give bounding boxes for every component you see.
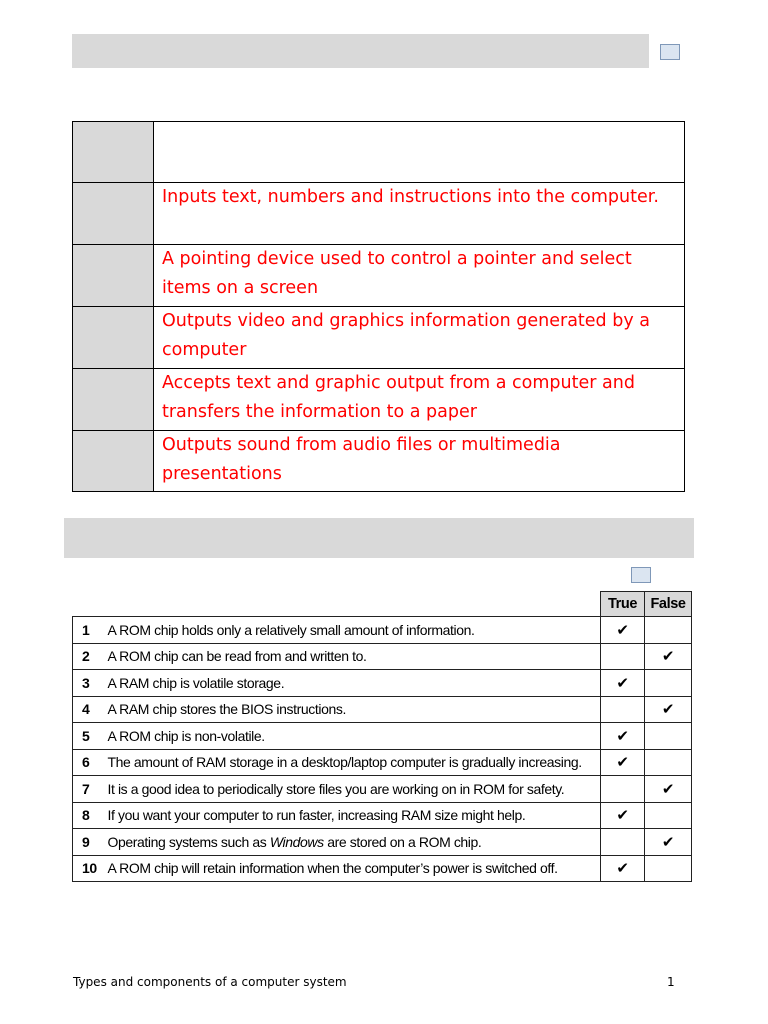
true-answer-cell[interactable] bbox=[601, 829, 645, 856]
checkbox-icon[interactable] bbox=[660, 44, 680, 60]
answer-cell bbox=[73, 307, 154, 369]
statement-text: are stored on a ROM chip. bbox=[323, 833, 482, 850]
true-answer-cell[interactable] bbox=[601, 855, 645, 882]
table-row bbox=[73, 855, 692, 882]
statement-cell: A ROM chip will retain information when the computer’s power is switched off. bbox=[106, 855, 601, 882]
check-mark-icon: ✔ bbox=[616, 859, 629, 878]
description-cell: Outputs sound from audio files or multimedia presentations bbox=[154, 431, 685, 492]
statement-cell bbox=[106, 829, 601, 856]
row-number: 6 bbox=[73, 749, 106, 776]
false-answer-cell[interactable] bbox=[645, 855, 692, 882]
true-header: True bbox=[601, 592, 645, 617]
answer-cell bbox=[73, 431, 154, 492]
header-row bbox=[73, 592, 692, 617]
false-answer-cell[interactable] bbox=[645, 723, 692, 750]
check-mark-icon: ✔ bbox=[616, 726, 629, 745]
table-row bbox=[73, 183, 685, 245]
true-answer-cell[interactable] bbox=[601, 670, 645, 697]
table-row bbox=[73, 802, 692, 829]
true-answer-cell[interactable] bbox=[601, 617, 645, 644]
false-answer-cell[interactable] bbox=[645, 696, 692, 723]
footer-title: Types and components of a computer system bbox=[73, 975, 347, 989]
check-mark-icon: ✔ bbox=[616, 806, 629, 825]
table-row bbox=[73, 617, 692, 644]
true-answer-cell[interactable] bbox=[601, 723, 645, 750]
statement-cell: A ROM chip can be read from and written to. bbox=[106, 643, 601, 670]
table-row bbox=[73, 829, 692, 856]
check-mark-icon: ✔ bbox=[616, 673, 629, 692]
answer-cell bbox=[73, 183, 154, 245]
statement-cell: It is a good idea to periodically store files you are working on in ROM for safety. bbox=[106, 776, 601, 803]
check-mark-icon: ✔ bbox=[616, 620, 629, 639]
table-row bbox=[73, 307, 685, 369]
false-answer-cell[interactable] bbox=[645, 776, 692, 803]
check-mark-icon: ✔ bbox=[661, 779, 675, 798]
statement-cell: A RAM chip is volatile storage. bbox=[106, 670, 601, 697]
false-header: False bbox=[645, 592, 692, 617]
row-number: 2 bbox=[73, 643, 106, 670]
row-number: 5 bbox=[73, 723, 106, 750]
table-row bbox=[73, 245, 685, 307]
table-row bbox=[73, 696, 692, 723]
statement-cell: A ROM chip is non-volatile. bbox=[106, 723, 601, 750]
row-number: 3 bbox=[73, 670, 106, 697]
true-answer-cell[interactable] bbox=[601, 749, 645, 776]
false-answer-cell[interactable] bbox=[645, 643, 692, 670]
description-cell bbox=[154, 122, 685, 183]
table-row bbox=[73, 431, 685, 492]
section-heading-bar-2 bbox=[64, 518, 694, 558]
statement-cell: A RAM chip stores the BIOS instructions. bbox=[106, 696, 601, 723]
row-number: 1 bbox=[73, 617, 106, 644]
description-cell: Inputs text, numbers and instructions into the computer. bbox=[154, 183, 685, 245]
row-number: 9 bbox=[73, 829, 106, 856]
row-number: 7 bbox=[73, 776, 106, 803]
false-answer-cell[interactable] bbox=[645, 802, 692, 829]
description-cell: Accepts text and graphic output from a computer and transfers the information to a paper bbox=[154, 369, 685, 431]
true-answer-cell[interactable] bbox=[601, 802, 645, 829]
false-answer-cell[interactable] bbox=[645, 829, 692, 856]
checkbox-icon[interactable] bbox=[631, 567, 651, 583]
answer-cell bbox=[73, 369, 154, 431]
true-answer-cell[interactable] bbox=[601, 643, 645, 670]
statement-text: Operating systems such as bbox=[107, 833, 270, 850]
check-mark-icon: ✔ bbox=[661, 832, 675, 851]
table-row bbox=[73, 122, 685, 183]
table-row bbox=[73, 776, 692, 803]
true-false-table bbox=[72, 591, 692, 882]
check-mark-icon: ✔ bbox=[616, 753, 629, 772]
statement-cell: A ROM chip holds only a relatively small amount of information. bbox=[106, 617, 601, 644]
row-number: 4 bbox=[73, 696, 106, 723]
statement-emphasis: Windows bbox=[269, 833, 324, 850]
false-answer-cell[interactable] bbox=[645, 617, 692, 644]
section-heading-bar-1 bbox=[72, 34, 649, 68]
answer-cell bbox=[73, 245, 154, 307]
matching-table bbox=[72, 121, 685, 492]
check-mark-icon: ✔ bbox=[661, 700, 675, 719]
table-row bbox=[73, 723, 692, 750]
description-cell: A pointing device used to control a pointer and select items on a screen bbox=[154, 245, 685, 307]
description-cell: Outputs video and graphics information generated by a computer bbox=[154, 307, 685, 369]
true-answer-cell[interactable] bbox=[601, 776, 645, 803]
table-row bbox=[73, 749, 692, 776]
false-answer-cell[interactable] bbox=[645, 749, 692, 776]
answer-cell bbox=[73, 122, 154, 183]
table-row bbox=[73, 670, 692, 697]
statement-cell: If you want your computer to run faster, increasing RAM size might help. bbox=[106, 802, 601, 829]
check-mark-icon: ✔ bbox=[661, 647, 675, 666]
false-answer-cell[interactable] bbox=[645, 670, 692, 697]
table-row bbox=[73, 369, 685, 431]
row-number: 10 bbox=[73, 855, 106, 882]
row-number: 8 bbox=[73, 802, 106, 829]
table-row bbox=[73, 643, 692, 670]
statement-cell: The amount of RAM storage in a desktop/laptop computer is gradually increasing. bbox=[106, 749, 601, 776]
true-answer-cell[interactable] bbox=[601, 696, 645, 723]
page-number: 1 bbox=[667, 975, 675, 989]
